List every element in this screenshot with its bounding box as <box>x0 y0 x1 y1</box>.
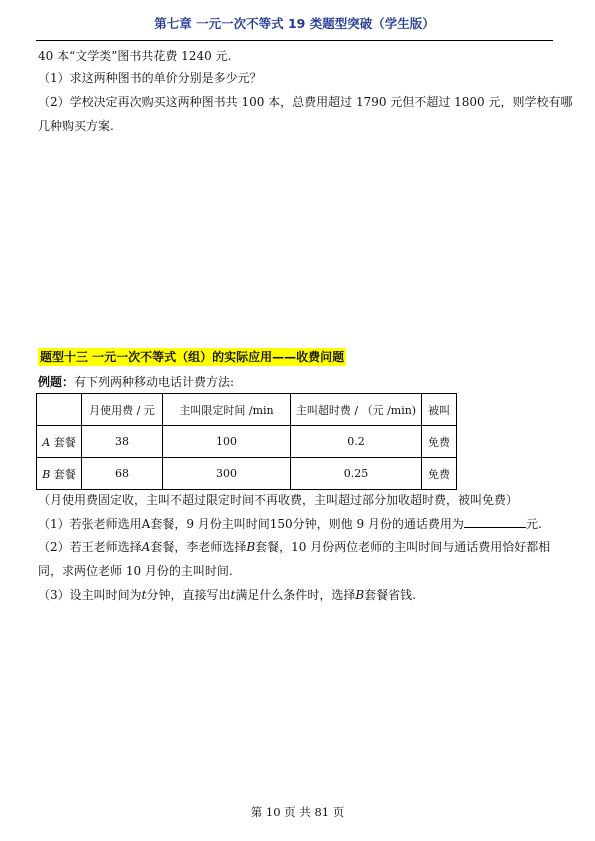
limit-time-cell: 100 <box>163 426 291 458</box>
monthly-fee-cell: 38 <box>82 426 163 458</box>
text-line: 40 本“文学类”图书共花费 1240 元. <box>38 49 232 63</box>
table-header-cell <box>37 394 82 426</box>
example-question-1 <box>38 515 542 532</box>
q2-plan: B <box>246 540 256 554</box>
q2-text: 套餐，10 月份两位老师的主叫时间与通话费用恰好都相 <box>255 540 551 554</box>
example-question-2-line-1 <box>38 539 550 555</box>
overtime-fee-cell: 0.2 <box>291 426 422 458</box>
q3-variable: t <box>230 588 236 602</box>
q1-plan: A <box>141 517 151 531</box>
topic-heading: 题型十三 一元一次不等式（组）的实际应用——收费问题 <box>40 350 345 364</box>
table-header-cell: 月使用费 / 元 <box>82 394 163 426</box>
q3-text: 套餐省钱. <box>364 588 416 602</box>
q1-text: 分钟，则他 9 月份的通话费用为 <box>292 517 464 531</box>
q1-text: （1）若张老师选用 <box>38 517 142 531</box>
plan-letter: A <box>42 435 51 449</box>
plan-suffix: 套餐 <box>50 435 76 449</box>
table-header-cell: 主叫限定时间 /min <box>163 394 291 426</box>
q2-text: （2）若王老师选择 <box>38 540 142 554</box>
question-1: （1）求这两种图书的单价分别是多少元？ <box>38 71 262 85</box>
q3-variable: t <box>141 588 147 602</box>
monthly-fee-cell: 68 <box>82 458 163 490</box>
limit-time-cell: 300 <box>163 458 291 490</box>
page-footer: 第 10 页 共 81 页 <box>250 805 345 819</box>
plan-letter: B <box>42 467 51 481</box>
plan-name-cell <box>37 426 82 458</box>
q3-text: （3）设主叫时间为 <box>38 588 142 602</box>
page-header: 第七章 一元一次不等式 19 类题型突破（学生版） <box>154 16 435 31</box>
example-question-2-line-2: 同，求两位老师 10 月份的主叫时间. <box>38 564 233 578</box>
table-header-cell: 被叫 <box>422 394 457 426</box>
called-cell: 免费 <box>422 458 457 490</box>
q2-text: 套餐，李老师选择 <box>150 540 247 554</box>
q3-text: 满足什么条件时，选择 <box>235 588 356 602</box>
q1-text: 元. <box>525 517 542 531</box>
question-2-line-2: 几种购买方案. <box>38 119 114 133</box>
table-header-row <box>37 394 457 426</box>
q1-text: 套餐，9 月份主叫时间 <box>150 517 270 531</box>
example-line <box>38 374 234 390</box>
example-question-3 <box>38 587 416 603</box>
q2-plan: A <box>141 540 151 554</box>
table-row <box>37 458 457 490</box>
q3-plan: B <box>355 588 365 602</box>
table-header-cell: 主叫超时费 / （元 /min) <box>291 394 422 426</box>
called-cell: 免费 <box>422 426 457 458</box>
example-label: 例题： <box>38 375 75 389</box>
example-text: 有下列两种移动电话计费方法: <box>74 375 235 389</box>
plan-name-cell <box>37 458 82 490</box>
q3-text: 分钟，直接写出 <box>146 588 231 602</box>
header-rule <box>36 40 553 41</box>
answer-blank[interactable] <box>464 515 526 528</box>
table-row <box>37 426 457 458</box>
plan-suffix: 套餐 <box>50 467 76 481</box>
q1-minutes: 150 <box>269 517 293 531</box>
fee-note: （月使用费固定收，主叫不超过限定时间不再收费，主叫超过部分加收超时费，被叫免费） <box>38 493 519 507</box>
overtime-fee-cell: 0.25 <box>291 458 422 490</box>
question-2-line-1: （2）学校决定再次购买这两种图书共 100 本，总费用超过 1790 元但不超过 1800 元，则学校有哪 <box>38 95 573 109</box>
pricing-table <box>36 393 457 490</box>
